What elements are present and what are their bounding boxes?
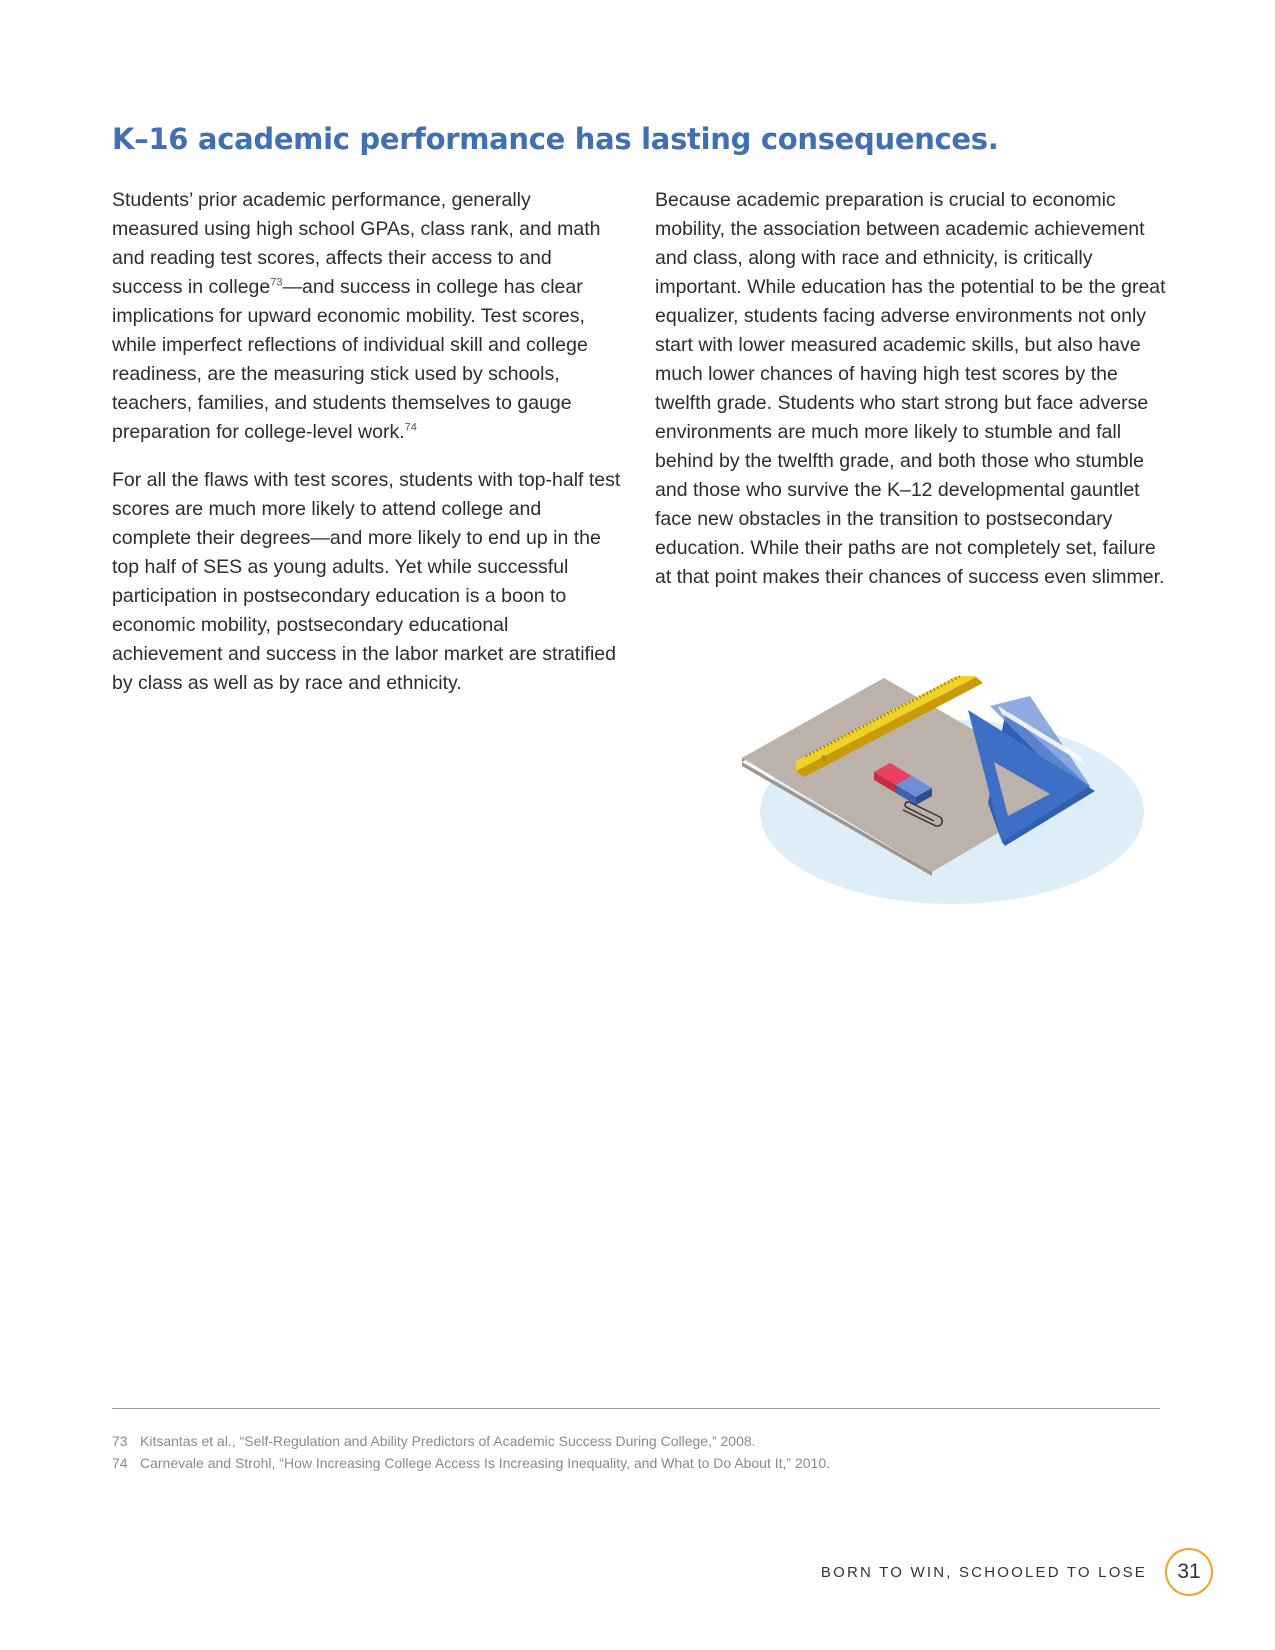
footnote bbox=[112, 1430, 1160, 1452]
paragraph: For all the flaws with test scores, students with top-half test scores are much more likely to attend college and complete their degrees—and more likely to end up in the top half of SES as young adults. Yet while successful participation in postsecondary education is a boon to economic mobility, postsecondary educational achievement and success in the labor market are stratified by class as well as by race and ethnicity. bbox=[112, 469, 621, 694]
paragraph-text: Students’ prior academic performance, generally measured using high school GPAs, class rank, and math and reading test scores, affects their access to and success in college bbox=[112, 189, 601, 298]
paragraph: Because academic preparation is crucial to economic mobility, the association between academic achievement and class, along with race and ethnicity, is critically important. While education has the potential to be the great equalizer, students facing adverse environments not only start with lower measured academic skills, but also have much lower chances of having high test scores by the twelfth grade. Students who start strong but face adverse environments are much more likely to stumble and fall behind by the twelfth grade, and both those who stumble and those who survive the K–12 developmental gauntlet face new obstacles in the transition to postsecondary education. While their paths are not completely set, failure at that point makes their chances of success even slimmer. bbox=[655, 189, 1166, 588]
footnote-number: 73 bbox=[112, 1433, 128, 1449]
running-title: BORN TO WIN, SCHOOLED TO LOSE bbox=[820, 1563, 1147, 1581]
page-number: 31 bbox=[1165, 1548, 1213, 1596]
footnote bbox=[112, 1452, 1160, 1474]
footnote-text: Carnevale and Strohl, “How Increasing College Access Is Increasing Inequality, and What to Do About It,” 2010. bbox=[140, 1455, 831, 1471]
left-column bbox=[112, 186, 622, 717]
footnote-divider bbox=[112, 1408, 1160, 1409]
footnote-reference[interactable]: 73 bbox=[270, 276, 283, 289]
paragraph-text: —and success in college has clear implications for upward economic mobility. Test scores, while imperfect reflections of individual skill and college readiness, are the measuring stick used by schools, teachers, families, and students themselves to gauge preparation for college-level work. bbox=[112, 276, 588, 443]
section-heading: K–16 academic performance has lasting consequences. bbox=[112, 122, 999, 156]
paragraph bbox=[112, 186, 622, 447]
footnotes bbox=[112, 1430, 1160, 1474]
footnote-text: Kitsantas et al., “Self-Regulation and Ability Predictors of Academic Success During College,” 2008. bbox=[140, 1433, 756, 1449]
school-supplies-illustration bbox=[740, 676, 1170, 921]
footnote-reference[interactable]: 74 bbox=[404, 421, 417, 434]
footnote-number: 74 bbox=[112, 1455, 128, 1471]
page-footer bbox=[821, 1548, 1213, 1596]
right-column bbox=[655, 186, 1170, 611]
